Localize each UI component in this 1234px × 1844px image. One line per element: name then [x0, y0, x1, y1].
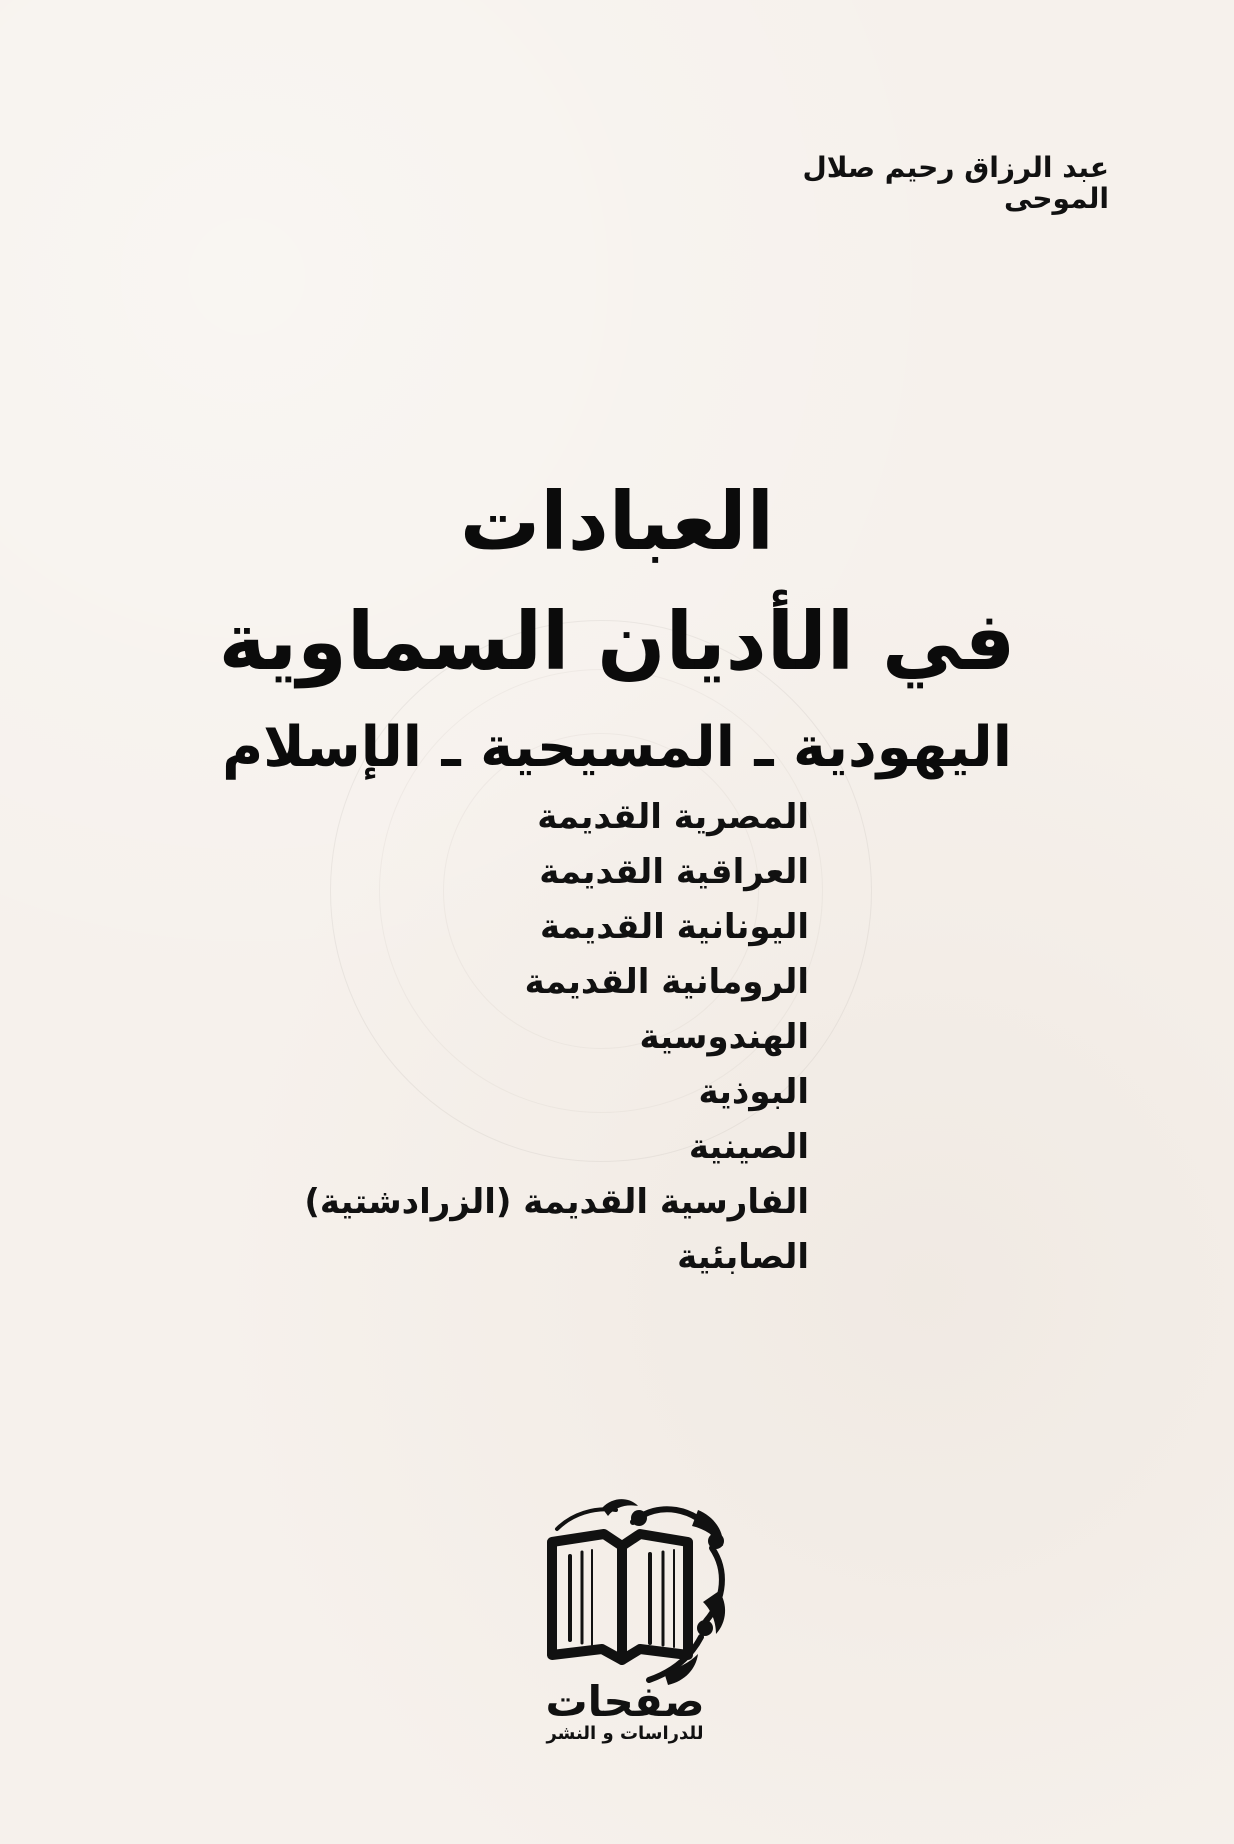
topic-item: العراقية القديمة	[539, 852, 809, 893]
topic-item: البوذية	[698, 1072, 809, 1113]
topic-item: المصرية القديمة	[537, 797, 809, 838]
topic-item: الصابئية	[677, 1237, 809, 1278]
open-book-logo-icon	[500, 1498, 750, 1698]
book-subtitle: اليهودية ـ المسيحية ـ الإسلام	[222, 715, 1012, 780]
publisher-logo	[500, 1498, 750, 1753]
book-title-line-2: في الأديان السماوية	[218, 595, 1016, 688]
book-title-line-1: العبادات	[459, 475, 775, 568]
topic-item: الصينية	[688, 1127, 809, 1168]
publisher-tagline: للدراسات و النشر	[546, 1723, 704, 1744]
topics-list	[304, 790, 809, 1285]
publisher-name: صفحات	[545, 1677, 705, 1726]
topic-item: الرومانية القديمة	[524, 962, 809, 1003]
topic-item: الهندوسية	[639, 1017, 809, 1058]
author-name: عبد الرزاق رحيم صلال الموحى	[802, 151, 1109, 215]
topic-item: اليونانية القديمة	[540, 907, 809, 948]
topic-item: الفارسية القديمة (الزرادشتية)	[304, 1182, 809, 1223]
